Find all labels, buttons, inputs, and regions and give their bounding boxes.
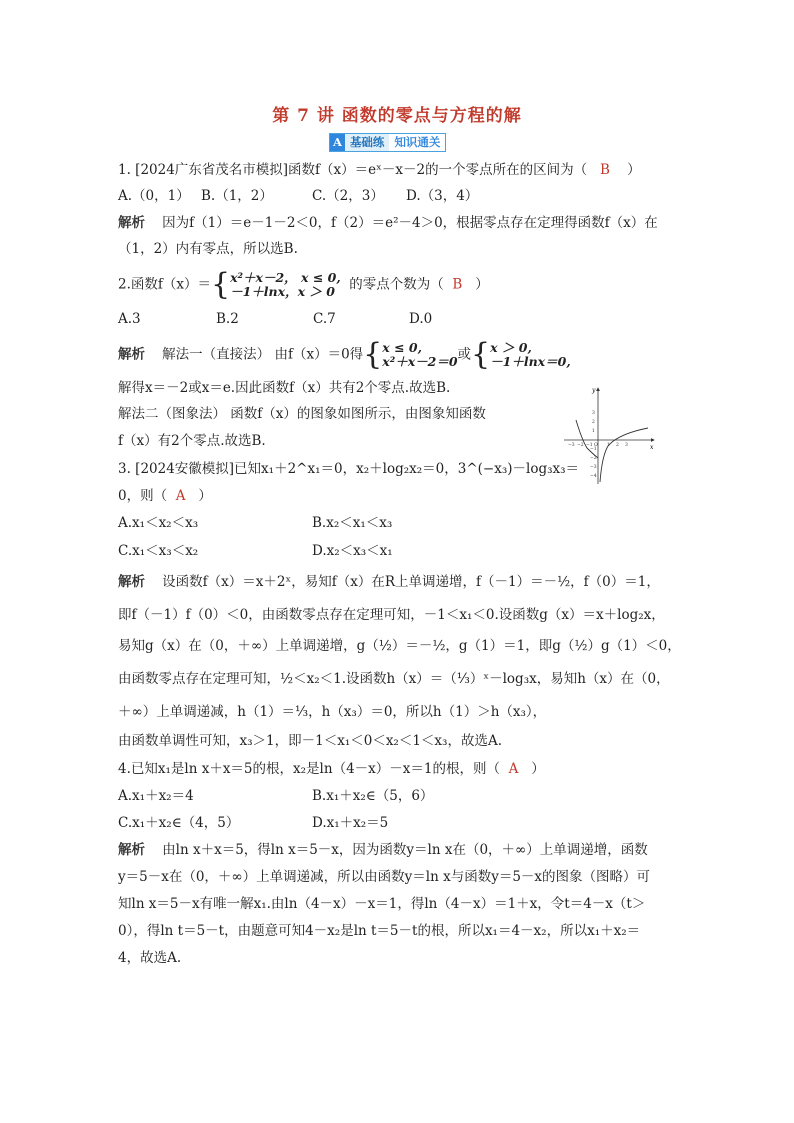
y-tick: 2 [592, 420, 595, 425]
badge-label-basic: 基础练 [345, 134, 390, 151]
q2-solution-line2: 解得x＝－2或x＝e.因此函数f（x）共有2个零点.故选B. [118, 380, 451, 396]
y-tick: −3 [590, 465, 597, 470]
x-tick: 3 [625, 443, 628, 448]
q4-close: ） [531, 761, 545, 777]
q3-solution-line2: 即f（－1）f（0）＜0，由函数零点存在定理可知，－1＜x₁＜0.设函数g（x）＝x＋log₂x， [118, 607, 665, 623]
q2-or: 或 [457, 346, 472, 363]
q1-solution-line2: （1，2）内有零点，所以选B. [118, 241, 298, 257]
x-axis-label: x [650, 444, 654, 451]
q1-solution-text1: 因为f（1）＝e－1－2＜0，f（2）＝e²－4＞0，根据零点存在定理得函数f（x）在 [162, 215, 658, 231]
q1-stem [118, 164, 641, 178]
x-tick: 2 [616, 443, 619, 448]
q3-solution-line3: 易知g（x）在（0，＋∞）上单调递增，g（½）＝－½，g（1）＝1，即g（½）g（1）＜0， [118, 638, 681, 654]
x-tick: −3 [568, 443, 575, 448]
q2-brace: { [211, 267, 231, 302]
q2-sys2b: －1＋lnx＝0, [490, 354, 571, 369]
q2-solution-text1: 解法一（直接法） 由f（x）＝0得 [162, 346, 364, 363]
q2-sys1b: x²＋x－2＝0 [382, 354, 458, 369]
q2-piecewise [230, 271, 341, 299]
q3-solution-line6: 由函数单调性可知，x₃＞1，即－1＜x₁＜0＜x₂＜1＜x₃，故选A. [118, 733, 502, 749]
q4-solution-line3: 知ln x＝5－x有唯一解x₁.由ln（4－x）－x＝1，得ln（4－x）＝1＋x，令t＝4－x（t＞ [118, 896, 646, 912]
q2-sys1-brace: { [363, 337, 383, 372]
q1-option-d: D.（3，4） [406, 188, 479, 204]
q2-system1 [382, 341, 457, 369]
q4-option-b: B.x₁＋x₂∈（5，6） [312, 788, 434, 804]
y-tick: −2 [590, 456, 597, 461]
q3-option-a: A.x₁＜x₂＜x₃ [118, 515, 199, 531]
q3-stem-line1: 3. [2024安徽模拟]已知x₁＋2^x₁＝0，x₂＋log₂x₂＝0，3^(−x₃)－log₃x₃＝ [118, 461, 580, 477]
q1-option-a: A.（0，1） [118, 188, 190, 204]
q1-stem-text: 1. [2024广东省茂名市模拟]函数f（x）＝eˣ－x－2的一个零点所在的区间为（ [118, 162, 588, 178]
q1-solution-line1 [118, 217, 658, 231]
q1-solution-label: 解析 [118, 215, 145, 231]
q2-solution-line3: 解法二（图象法） 函数f（x）的图象如图所示，由图象知函数 [118, 406, 486, 422]
q2-system2 [490, 341, 571, 369]
q1-option-c: C.（2，3） [312, 188, 384, 204]
q2-sys2a: x ＞ 0, [490, 340, 532, 355]
q3-option-b: B.x₂＜x₁＜x₃ [312, 515, 393, 531]
q4-solution-line1 [118, 844, 648, 858]
q1-close: ） [627, 162, 641, 178]
badge-label-knowledge: 知识通关 [394, 135, 441, 149]
q2-option-a: A.3 [118, 311, 141, 327]
curve-right-branch [600, 428, 648, 482]
q3-stem-line2 [118, 490, 212, 504]
q2-stem-b: 的零点个数为（ [349, 276, 444, 293]
q2-stem [118, 267, 489, 302]
q1-answer: B [599, 162, 610, 178]
curve-left-branch [576, 420, 598, 458]
q3-close: ） [198, 488, 212, 504]
q2-sys2-brace: { [471, 337, 491, 372]
x-tick: −2 [577, 443, 584, 448]
q2-option-c: C.7 [313, 311, 336, 327]
q4-answer: A [508, 761, 519, 777]
q3-solution-label: 解析 [118, 574, 145, 590]
q3-answer: A [175, 488, 186, 504]
y-tick: −1 [590, 447, 597, 452]
y-axis-label: y [592, 387, 596, 394]
q2-piece2: －1＋lnx，x ＞ 0 [230, 284, 335, 299]
q2-piece1: x²＋x－2， x ≤ 0, [230, 270, 341, 285]
q4-option-c: C.x₁＋x₂∈（4，5） [118, 815, 240, 831]
q3-stem-b: 0，则（ [118, 488, 168, 504]
q4-option-a: A.x₁＋x₂＝4 [118, 788, 194, 804]
x-tick: −1 [586, 443, 593, 448]
x-tick: 1 [607, 443, 610, 448]
y-tick: −4 [590, 474, 597, 479]
q4-solution-line2: y＝5－x在（0，＋∞）上单调递减，所以由函数y＝ln x与函数y＝5－x的图象（图略）可 [118, 869, 651, 885]
q3-solution-line4: 由函数零点存在定理可知，½＜x₂＜1.设函数h（x）＝（⅓）ˣ－log₃x，易知h（x）在（0， [118, 671, 670, 687]
q4-option-d: D.x₁＋x₂＝5 [312, 815, 389, 831]
q4-solution-text1: 由ln x＋x＝5，得ln x＝5－x，因为函数y＝ln x在（0，＋∞）上单调递增，函数 [162, 842, 648, 858]
q2-close: ） [475, 276, 489, 293]
q4-solution-line4: 0），得ln t＝5－t，由题意可知4－x₂是ln t＝5－t的根，所以x₁＝4－x₂，所以x₁＋x₂＝ [118, 923, 641, 939]
q3-option-d: D.x₂＜x₃＜x₁ [312, 543, 393, 559]
q3-solution-text1: 设函数f（x）＝x＋2ˣ，易知f（x）在R上单调递增，f（－1）＝－½，f（0）＝1， [162, 574, 660, 590]
q2-solution-line4: f（x）有2个零点.故选B. [118, 433, 266, 449]
q2-answer: B [452, 276, 463, 293]
q4-stem [118, 763, 545, 777]
q3-solution-line1 [118, 576, 660, 590]
q3-solution-line5: ＋∞）上单调递减，h（1）＝⅓，h（x₃）＝0，所以h（1）＞h（x₃）， [118, 704, 547, 720]
lesson-title: 第 7 讲 函数的零点与方程的解 [272, 106, 522, 126]
q3-option-c: C.x₁＜x₃＜x₂ [118, 543, 199, 559]
y-tick: 3 [592, 411, 595, 416]
q2-option-d: D.0 [409, 311, 433, 327]
q2-solution-label: 解析 [118, 346, 145, 363]
y-tick: 1 [592, 429, 595, 434]
section-badge [329, 133, 446, 152]
q2-sys1a: x ≤ 0, [382, 340, 422, 355]
q4-solution-label: 解析 [118, 842, 145, 858]
badge-letter: A [330, 134, 345, 151]
x-tick: O [594, 443, 598, 448]
q2-option-b: B.2 [216, 311, 239, 327]
q4-stem-text: 4.已知x₁是ln x＋x＝5的根，x₂是ln（4－x）－x＝1的根，则（ [118, 761, 500, 777]
q4-solution-line5: 4，故选A. [118, 950, 182, 966]
q2-solution-line1 [118, 337, 571, 372]
q1-option-b: B.（1，2） [201, 188, 273, 204]
q2-stem-a: 2.函数f（x）＝ [118, 276, 211, 293]
